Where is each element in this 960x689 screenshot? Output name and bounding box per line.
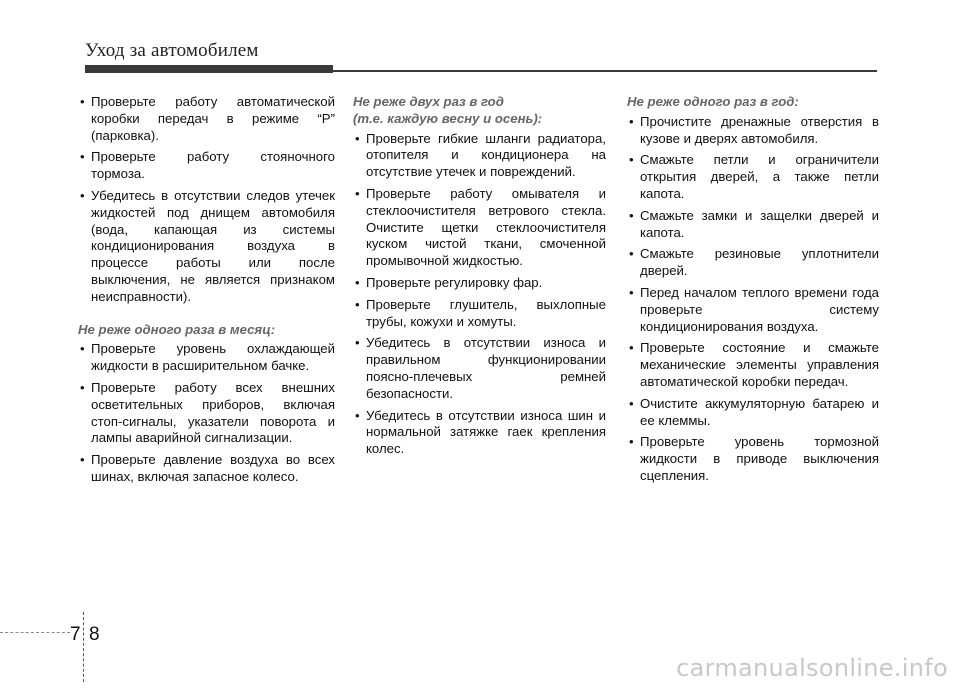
section-heading-biannual [353,94,606,128]
list-item: • Проверьте работу автоматической коробки передач в режиме “P” (парковка). [78,94,335,144]
list-item: • Проверьте регулировку фар. [353,275,606,292]
header-rule-thin [333,70,877,72]
page-number-divider [83,612,84,682]
list-item: • Проверьте глушитель, выхлопные трубы, кожухи и хомуты. [353,297,606,331]
column-2 [353,94,606,463]
annual-checks-list [627,114,879,485]
column-3 [627,94,879,490]
list-item: • Убедитесь в отсутствии износа шин и нормальной затяжке гаек крепления колес. [353,408,606,458]
list-item: • Проверьте давление воздуха во всех шинах, включая запасное колесо. [78,452,335,486]
list-item: • Проверьте работу омывателя и стеклоочистителя ветрового стекла. Очистите щетки стеклоочистителя куском чистой ткани, смоченной промывочной жидкостью. [353,186,606,270]
biannual-checks-list [353,131,606,458]
list-item: • Убедитесь в отсутствии износа и правильном функционировании поясно-плечевых ремней безопасности. [353,335,606,402]
list-item: • Проверьте работу стояночного тормоза. [78,149,335,183]
list-item: • Смажьте замки и защелки дверей и капота. [627,208,879,242]
list-item: • Перед началом теплого времени года проверьте систему кондиционирования воздуха. [627,285,879,335]
page-title: Уход за автомобилем [85,40,259,61]
watermark: carmanualsonline.info [676,654,948,682]
heading-line: Не реже двух раз в год [353,94,504,109]
list-item: • Проверьте состояние и смажьте механические элементы управления автоматической коробки передач. [627,340,879,390]
list-item: • Проверьте гибкие шланги радиатора, отопителя и кондиционера на отсутствие утечек и повреждений. [353,131,606,181]
page-number: 8 [89,624,100,645]
list-item: • Убедитесь в отсутствии следов утечек жидкостей под днищем автомобиля (вода, капающая из системы кондиционирования воздуха в процессе работы или после выключения, не является признаком неисправности). [78,188,335,306]
section-heading-monthly: Не реже одного раза в месяц: [78,321,276,337]
list-item: • Проверьте работу всех внешних осветительных приборов, включая стоп-сигналы, указатели поворота и лампы аварийной сигнализации. [78,380,335,447]
chapter-number: 7 [70,624,81,645]
monthly-checks-list [78,341,335,485]
heading-line: (т.е. каждую весну и осень): [353,110,543,126]
list-item: • Очистите аккумуляторную батарею и ее клеммы. [627,396,879,430]
column-1 [78,94,335,491]
list-item: • Прочистите дренажные отверстия в кузове и дверях автомобиля. [627,114,879,148]
footer-dashed-rule [0,632,70,633]
header-rule-thick [85,65,333,73]
list-item: • Смажьте резиновые уплотнители дверей. [627,246,879,280]
list-item: • Смажьте петли и ограничители открытия дверей, а также петли капота. [627,152,879,202]
daily-checks-list [78,94,335,306]
list-item: • Проверьте уровень охлаждающей жидкости в расширительном бачке. [78,341,335,375]
section-heading-annual: Не реже одного раз в год: [627,94,799,109]
list-item: • Проверьте уровень тормозной жидкости в приводе выключения сцепления. [627,434,879,484]
